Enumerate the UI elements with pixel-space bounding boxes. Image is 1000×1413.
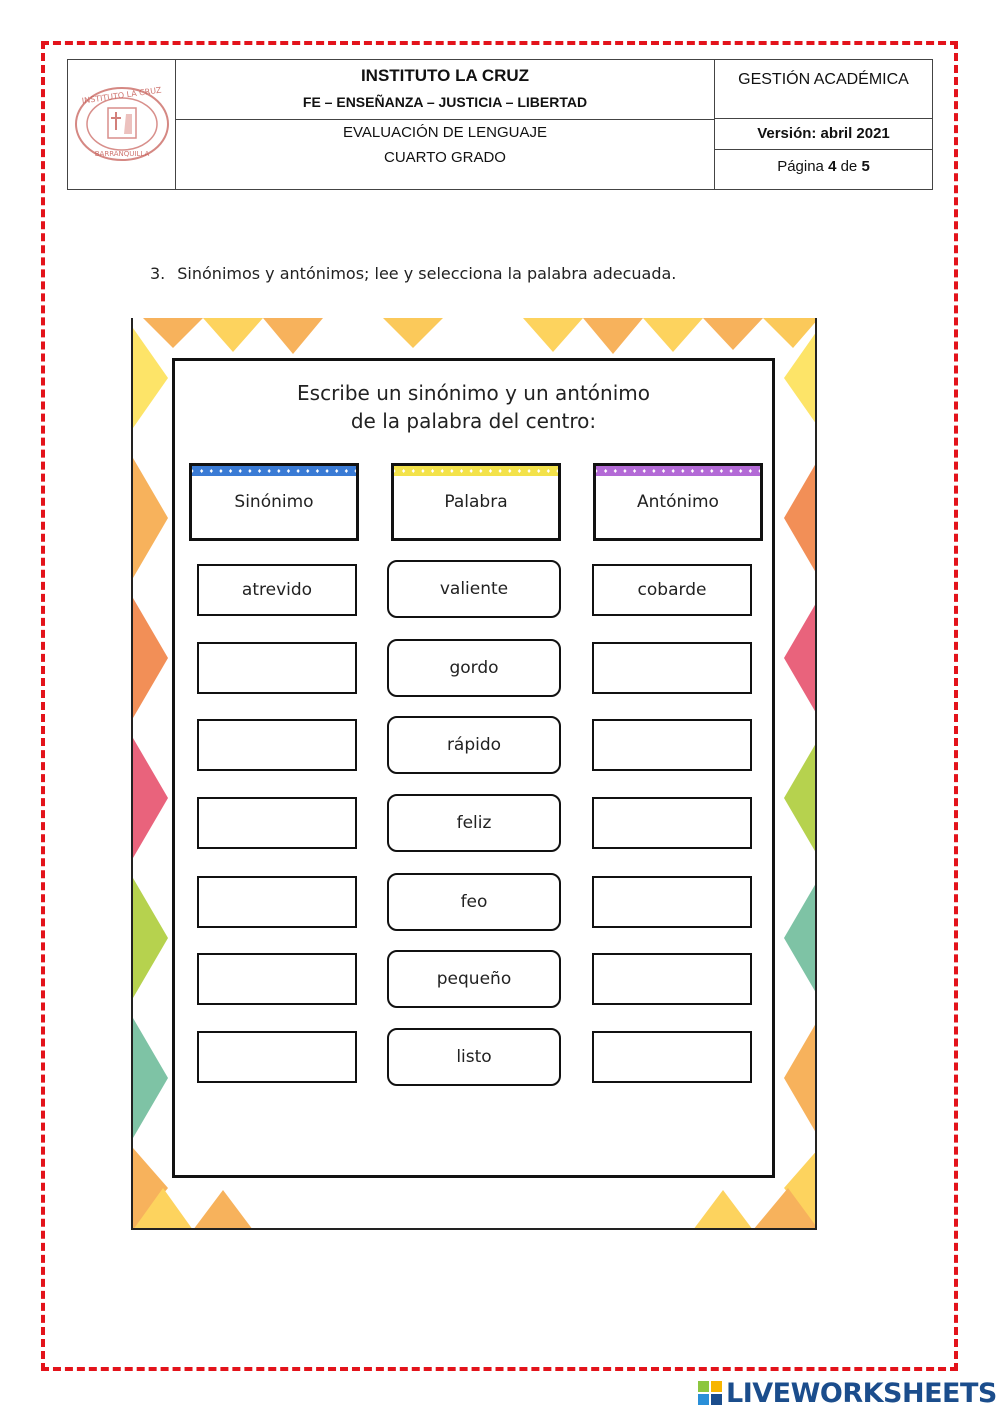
logo-cell	[68, 60, 176, 189]
word-box-2: gordo	[387, 639, 561, 697]
word-box-3: rápido	[387, 716, 561, 774]
word-box-1: valiente	[387, 560, 561, 618]
antonym-input-7[interactable]	[592, 1031, 752, 1083]
antonym-input-5[interactable]	[592, 876, 752, 928]
page-number-cell	[715, 150, 932, 189]
school-seal-logo	[68, 60, 176, 189]
header-synonym-label: Sinónimo	[234, 492, 314, 512]
page-number	[715, 158, 932, 175]
scallop-purple-bottom	[596, 466, 760, 476]
question-number: 3.	[150, 264, 166, 283]
question-instruction	[150, 264, 676, 283]
liveworksheets-icon	[698, 1381, 722, 1405]
header-antonym	[593, 463, 763, 541]
worksheet-title-line1: Escribe un sinónimo y un antónimo	[297, 381, 650, 405]
liveworksheets-brand: LIVEWORKSHEETS	[726, 1377, 997, 1409]
liveworksheets-logo	[698, 1378, 997, 1408]
logo-text-top: INSTITUTO LA CRUZ	[81, 85, 162, 106]
word-box-7: listo	[387, 1028, 561, 1086]
worksheet-image	[131, 318, 817, 1230]
synonym-input-5[interactable]	[197, 876, 357, 928]
question-text: Sinónimos y antónimos; lee y selecciona la palabra adecuada.	[177, 264, 677, 283]
scallop-blue-bottom	[192, 466, 356, 476]
antonym-input-3[interactable]	[592, 719, 752, 771]
institution-name: INSTITUTO LA CRUZ	[360, 66, 530, 85]
header-synonym	[189, 463, 359, 541]
version-cell	[715, 119, 932, 150]
antonym-input-1[interactable]: cobarde	[592, 564, 752, 616]
synonym-input-4[interactable]	[197, 797, 357, 849]
synonym-input-7[interactable]	[197, 1031, 357, 1083]
word-box-5: feo	[387, 873, 561, 931]
synonym-input-3[interactable]	[197, 719, 357, 771]
logo-text-bottom: BARRANQUILLA	[94, 150, 150, 158]
institution-motto: FE – ENSEÑANZA – JUSTICIA – LIBERTAD	[302, 94, 588, 110]
antonym-input-4[interactable]	[592, 797, 752, 849]
page-prefix: Página	[777, 158, 824, 175]
page-sep: de	[840, 158, 858, 175]
evaluation-title: EVALUACIÓN DE LENGUAJE	[343, 124, 547, 141]
synonym-input-6[interactable]	[197, 953, 357, 1005]
department-cell	[715, 60, 932, 119]
version-label: Versión: abril 2021	[757, 125, 890, 142]
worksheet-frame	[172, 358, 775, 1178]
header-word-label: Palabra	[444, 492, 508, 512]
evaluation-grade: CUARTO GRADO	[384, 149, 506, 166]
synonym-input-2[interactable]	[197, 642, 357, 694]
department-label: GESTIÓN ACADÉMICA	[738, 71, 909, 88]
word-box-6: pequeño	[387, 950, 561, 1008]
header-title-top	[176, 60, 714, 120]
header-word	[391, 463, 561, 541]
page-current: 4	[828, 158, 837, 175]
header-antonym-label: Antónimo	[637, 492, 719, 512]
word-box-4: feliz	[387, 794, 561, 852]
header-title-cell	[176, 60, 715, 189]
scallop-yellow-bottom	[394, 466, 558, 476]
antonym-input-2[interactable]	[592, 642, 752, 694]
worksheet-title-line2: de la palabra del centro:	[350, 409, 597, 433]
document-header	[67, 59, 933, 190]
synonym-input-1[interactable]: atrevido	[197, 564, 357, 616]
page-total: 5	[861, 158, 870, 175]
antonym-input-6[interactable]	[592, 953, 752, 1005]
